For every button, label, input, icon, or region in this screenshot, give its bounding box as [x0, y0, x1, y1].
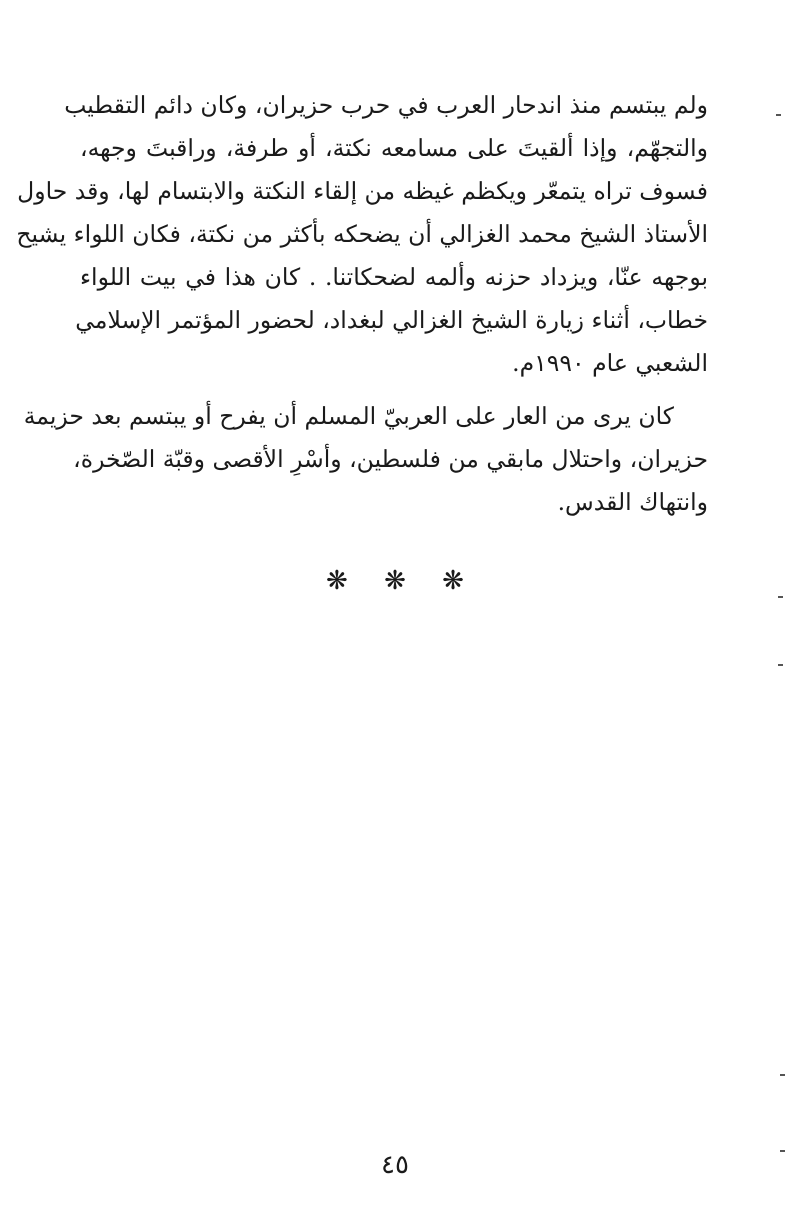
scan-edge-mark [776, 114, 781, 116]
paragraph-2 [23, 395, 708, 524]
scan-edge-mark [778, 596, 783, 598]
paragraph-line: الشعبي عام ١٩٩٠م. [512, 349, 708, 377]
paragraph-line: الأستاذ الشيخ محمد الغزالي أن يضحكه بأكثر من نكتة، فكان اللواء يشيح [16, 220, 708, 248]
paragraph-line: فسوف تراه يتمعّر ويكظم غيظه من إلقاء النكتة والابتسام لها، وقد حاول [17, 177, 708, 205]
paragraph-line: والتجهّم، وإذا ألقيتَ على مسامعه نكتة، أو طرفة، وراقبتَ وجهه، [80, 134, 708, 162]
star-ornament-icon: ❋ [442, 566, 464, 596]
paragraph-line: ولم يبتسم منذ اندحار العرب في حرب حزيران، وكان دائم التقطيب [64, 91, 708, 119]
section-separator [0, 566, 790, 596]
scan-edge-mark [780, 1074, 785, 1076]
paragraph-line: كان يرى من العار على العربيّ المسلم أن يفرح أو يبتسم بعد حزيمة [23, 402, 674, 430]
scan-edge-mark [780, 1150, 785, 1152]
paragraph-line: وانتهاك القدس. [557, 488, 708, 516]
paragraph-line: حزيران، واحتلال مابقي من فلسطين، وأسْرِ الأقصى وقبّة الصّخرة، [73, 445, 708, 473]
scan-edge-mark [778, 664, 783, 666]
page-number: ٤٥ [381, 1150, 409, 1180]
star-ornament-icon: ❋ [384, 566, 406, 596]
star-ornament-icon: ❋ [326, 566, 348, 596]
paragraph-line: خطاب، أثناء زيارة الشيخ الغزالي لبغداد، لحضور المؤتمر الإسلامي [75, 306, 708, 334]
paragraph-line: بوجهه عنّا، ويزداد حزنه وألمه لضحكاتنا. . كان هذا في بيت اللواء [80, 263, 708, 291]
paragraph-1 [16, 84, 708, 385]
